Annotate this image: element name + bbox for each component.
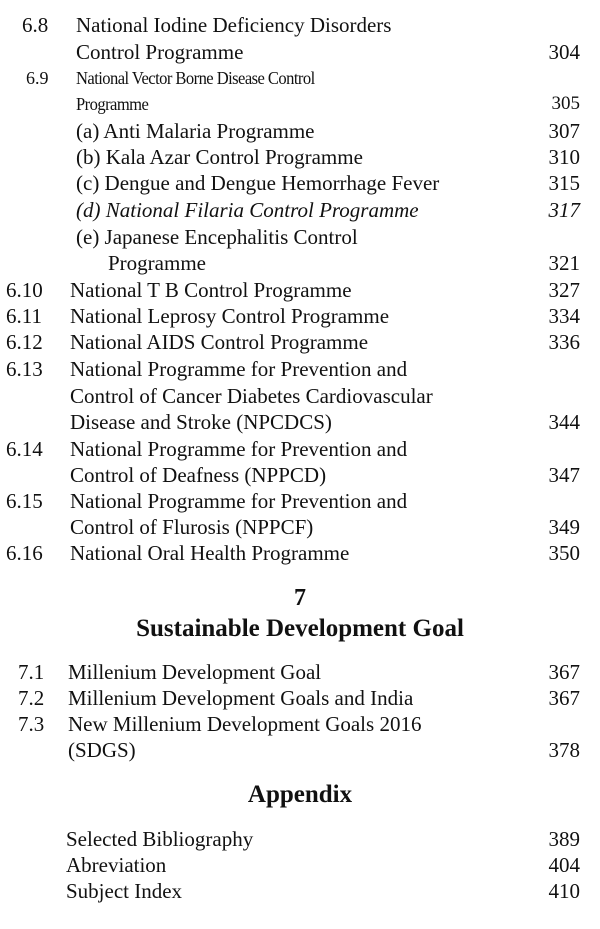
entry-page: 321 <box>548 251 580 275</box>
entry-title: (c) Dengue and Dengue Hemorrhage Fever <box>76 171 440 195</box>
entry-number: 6.13 <box>6 357 43 381</box>
entry-title: Selected Bibliography <box>66 827 254 851</box>
entry-title: National T B Control Programme <box>70 278 352 302</box>
appendix-title: Appendix <box>247 781 353 808</box>
entry-page: 307 <box>548 119 580 143</box>
entry-title: National Programme for Prevention and <box>70 489 408 513</box>
entry-title: Control of Flurosis (NPPCF) <box>70 515 314 539</box>
entry-page: 367 <box>548 686 580 710</box>
entry-page: 349 <box>548 515 580 539</box>
entry-number: 7.3 <box>18 712 45 736</box>
entry-title: National Programme for Prevention and <box>70 357 408 381</box>
entry-title: National Iodine Deficiency Disorders <box>76 13 392 37</box>
entry-title: (SDGS) <box>68 738 136 762</box>
entry-title: (e) Japanese Encephalitis Control <box>76 225 358 249</box>
entry-page: 327 <box>548 278 580 302</box>
entry-title: Millenium Development Goal <box>68 660 322 684</box>
entry-number: 6.9 <box>26 68 49 88</box>
entry-page: 317 <box>548 198 580 222</box>
entry-number: 6.8 <box>22 13 49 37</box>
entry-page: 410 <box>548 879 580 903</box>
entry-title: National Programme for Prevention and <box>70 437 408 461</box>
entry-number: 6.10 <box>6 278 43 302</box>
entry-title: Subject Index <box>66 879 183 903</box>
entry-number: 6.16 <box>6 541 43 565</box>
entry-title: National Vector Borne Disease Control <box>76 68 315 88</box>
entry-page: 378 <box>548 738 580 762</box>
entry-page: 367 <box>548 660 580 684</box>
entry-title: (a) Anti Malaria Programme <box>76 119 315 143</box>
entry-page: 336 <box>548 330 580 354</box>
entry-page: 310 <box>548 145 580 169</box>
entry-page: 334 <box>548 304 580 328</box>
entry-page: 315 <box>548 171 580 195</box>
chapter-number: 7 <box>294 585 306 611</box>
entry-title: Control Programme <box>76 40 244 64</box>
entry-number: 6.15 <box>6 489 43 513</box>
entry-title: Abreviation <box>66 853 167 877</box>
entry-title: National Leprosy Control Programme <box>70 304 390 328</box>
entry-title: National AIDS Control Programme <box>70 330 369 354</box>
entry-number: 7.2 <box>18 686 45 710</box>
entry-title: New Millenium Development Goals 2016 <box>68 712 422 736</box>
entry-page: 344 <box>548 410 580 434</box>
chapter-title: Sustainable Development Goal <box>136 615 464 642</box>
entry-title: Millenium Development Goals and India <box>68 686 414 710</box>
entry-number: 6.12 <box>6 330 43 354</box>
entry-title: National Oral Health Programme <box>70 541 350 565</box>
entry-page: 350 <box>548 541 580 565</box>
entry-title: Control of Cancer Diabetes Cardiovascular <box>70 384 433 408</box>
entry-page: 347 <box>548 463 580 487</box>
entry-page: 389 <box>548 827 580 851</box>
entry-title: Control of Deafness (NPPCD) <box>70 463 327 487</box>
entry-number: 6.11 <box>6 304 42 328</box>
entry-title: (d) National Filaria Control Programme <box>76 198 419 222</box>
entry-number: 6.14 <box>6 437 43 461</box>
entry-title: Programme <box>76 94 149 114</box>
entry-title: Programme <box>108 251 206 275</box>
entry-number: 7.1 <box>18 660 45 684</box>
entry-title: (b) Kala Azar Control Programme <box>76 145 363 169</box>
entry-page: 305 <box>551 93 580 114</box>
entry-title: Disease and Stroke (NPCDCS) <box>70 410 332 434</box>
entry-page: 404 <box>548 853 580 877</box>
entry-page: 304 <box>548 40 580 64</box>
